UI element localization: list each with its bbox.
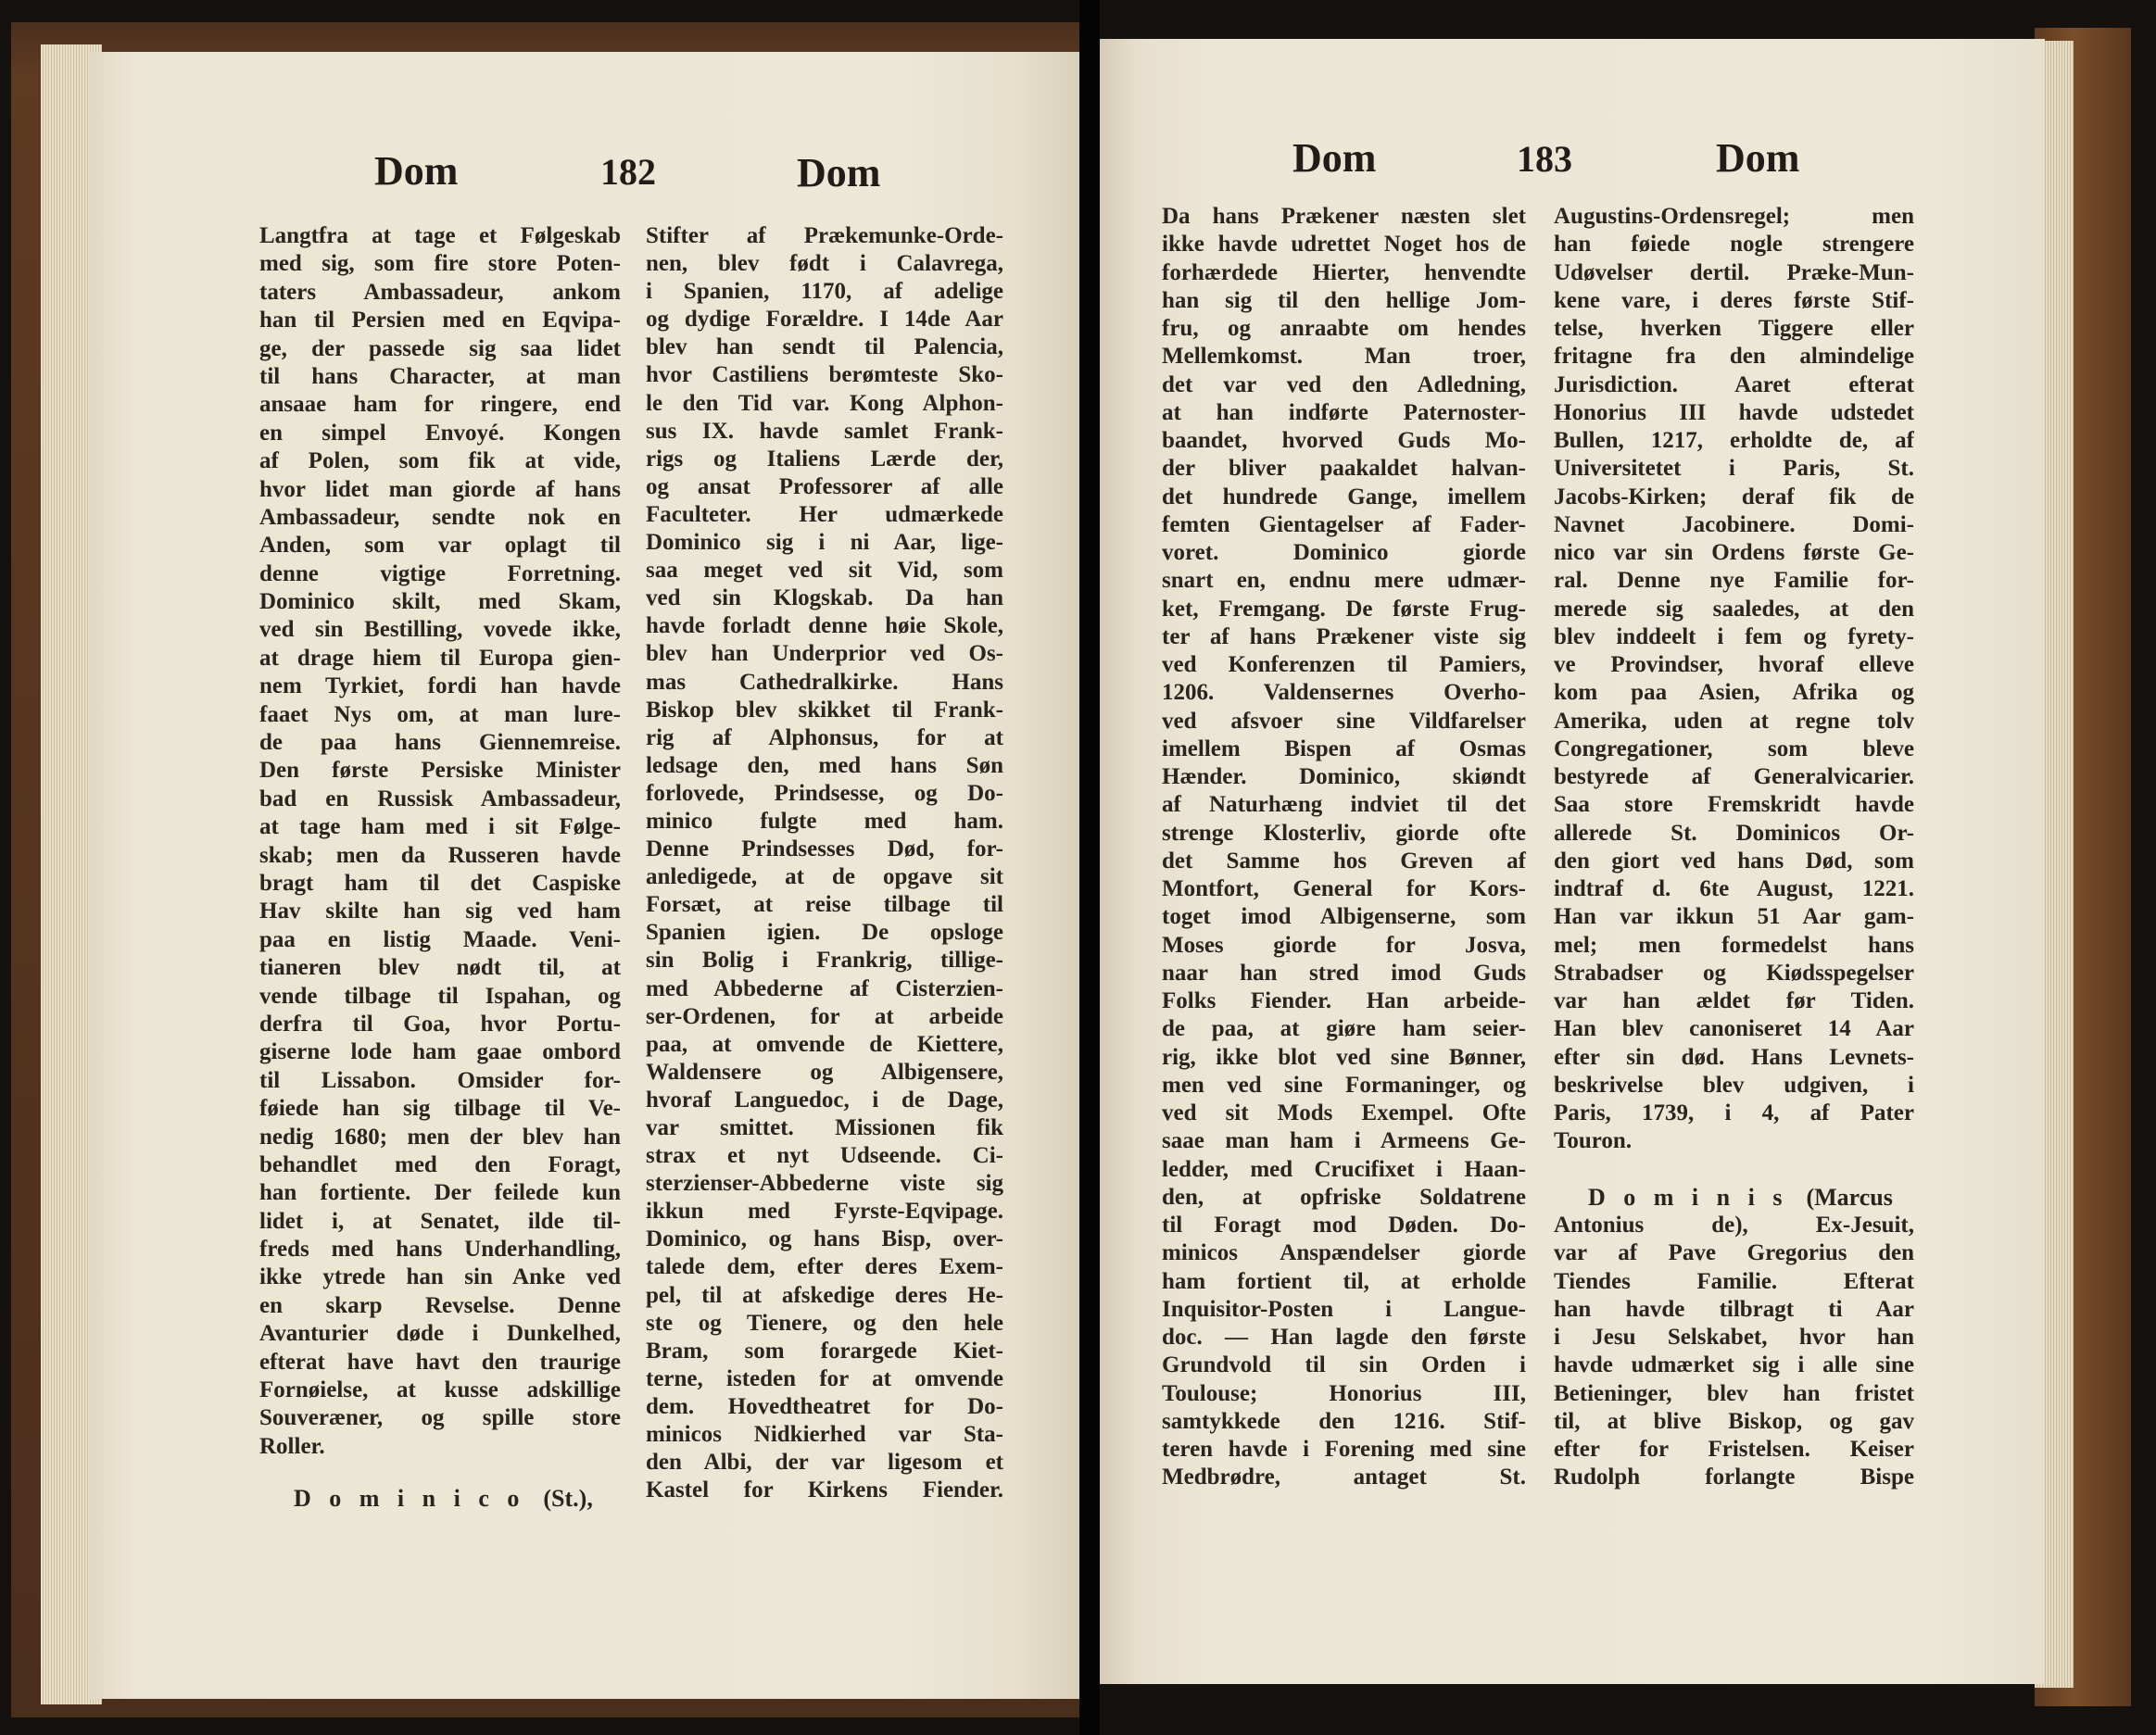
text-line: til, at blive Biskop, og gav [1554,1408,1914,1434]
text-line: fritagne fra den almindelige [1554,344,1914,370]
text-line: allerede St. Dominicos Or- [1554,820,1914,846]
text-line: minico fulgte med ham. [646,808,1003,834]
text-line: den, at opfriske Soldatrene [1162,1184,1526,1210]
text-line: ledder, med Crucifixet i Haan- [1162,1156,1526,1182]
text-line: efter for Fristelsen. Keiser [1554,1437,1914,1462]
text-line: Biskop blev skikket til Frank- [646,697,1003,723]
text-line: Udøvelser dertil. Præke-Mun- [1554,259,1914,285]
text-line: naar han stred imod Guds [1162,960,1526,986]
text-line: den giort ved hans Død, som [1554,848,1914,874]
text-line: Saa store Fremskridt havde [1554,792,1914,818]
running-head-left-word: Dom [1292,135,1377,181]
text-line: Montfort, General for Kors- [1162,876,1526,901]
text-line: Folks Fiender. Han arbeide- [1162,988,1526,1013]
text-line: rigs og Italiens Lærde der, [646,446,1003,471]
running-head-right-word: Dom [1716,135,1800,181]
text-line: ikke havde udrettet Noget hos de [1162,232,1526,258]
text-column-right-page-1 [1162,203,1526,1492]
text-line: blev inddeelt i fem og fyrety- [1554,623,1914,649]
text-line: ral. Denne nye Familie for- [1554,568,1914,594]
text-column-left-page-1 [259,222,621,1514]
headword-rest: (Marcus [1806,1183,1893,1211]
text-line: at tage ham med i sit Følge- [259,814,621,840]
text-line: forlovede, Prindsesse, og Do- [646,780,1003,806]
text-line: rig af Alphonsus, for at [646,724,1003,750]
text-line: Langtfra at tage et Følgeskab [259,223,621,248]
text-line: men ved sine Formaninger, og [1162,1072,1526,1098]
text-line: behandlet med den Foragt, [259,1151,621,1177]
text-line: Dominico skilt, med Skam, [259,589,621,615]
headword-name: Dominico [294,1485,537,1513]
text-line: den Albi, der var ligesom et [646,1450,1003,1476]
text-line: blev han sendt til Palencia, [646,334,1003,360]
text-line: til Lissabon. Omsider for- [259,1067,621,1093]
text-line: strax et nyt Udseende. Ci- [646,1143,1003,1169]
text-line: Avanturier døde i Dunkelhed, [259,1321,621,1347]
text-line: ge, der passede sig saa lidet [259,335,621,361]
text-line: føiede han sig tilbage til Ve- [259,1096,621,1122]
text-line: de paa, at giøre ham seier- [1162,1016,1526,1042]
text-line: han havde tilbragt ti Aar [1554,1296,1914,1322]
text-line: Amerika, uden at regne tolv [1554,708,1914,734]
text-line: var smittet. Missionen fik [646,1115,1003,1140]
text-line: femten Gientagelser af Fader- [1162,511,1526,537]
text-column-left-page-2 [646,222,1003,1504]
text-line: sus IX. havde samlet Frank- [646,418,1003,444]
text-line: freds med hans Underhandling, [259,1237,621,1263]
text-line: ket, Fremgang. De første Frug- [1162,596,1526,622]
text-line: ledsage den, med hans Søn [646,752,1003,778]
text-line: minicos Anspændelser giorde [1162,1240,1526,1266]
text-line: Paris, 1739, i 4, af Pater [1554,1100,1914,1125]
text-line: Waldensere og Albigensere, [646,1059,1003,1085]
text-line: doc. — Han lagde den første [1162,1325,1526,1350]
text-line: ve Provindser, hvoraf elleve [1554,652,1914,677]
text-line: var af Pave Gregorius den [1554,1240,1914,1266]
text-line: det Samme hos Greven af [1162,848,1526,874]
column-lines [1162,203,1526,1492]
text-line: Grundvold til sin Orden i [1162,1352,1526,1378]
text-line: saa meget ved sit Vid, som [646,558,1003,584]
text-line: derfra til Goa, hvor Portu- [259,1011,621,1037]
text-line: bad en Russisk Ambassadeur, [259,786,621,811]
text-column-right-page-2 [1554,203,1914,1492]
text-line: ser-Ordenen, for at arbeide [646,1003,1003,1029]
text-line: efterat have havt den traurige [259,1349,621,1375]
text-line: bragt ham til det Caspiske [259,870,621,896]
text-line: ikke ytrede han sin Anke ved [259,1264,621,1290]
text-line: teren havde i Forening med sine [1162,1437,1526,1462]
text-line: en skarp Revselse. Denne [259,1292,621,1318]
text-line: de paa hans Giennemreise. [259,730,621,756]
text-line: Da hans Prækener næsten slet [1162,204,1526,229]
text-line: Stifter af Prækemunke-Orde- [646,223,1003,248]
text-line: Anden, som var oplagt til [259,533,621,559]
text-line: terne, isteden for at omvende [646,1365,1003,1391]
text-line: Rudolph forlangte Bispe [1554,1465,1914,1490]
text-line: minicos Nidkierhed var Sta- [646,1422,1003,1448]
text-line: ved afsvoer sine Vildfarelser [1162,708,1526,734]
text-line: der bliver paakaldet halvan- [1162,456,1526,482]
text-line: Roller. [259,1433,325,1459]
column-lines [1554,203,1914,1156]
text-line: i Jesu Selskabet, hvor han [1554,1325,1914,1350]
text-line: Touron. [1554,1128,1633,1154]
text-line: at han indførte Paternoster- [1162,399,1526,425]
text-line: Souveræner, og spille store [259,1405,621,1431]
text-line: Medbrødre, antaget St. [1162,1465,1526,1490]
text-line: dem. Hovedtheatret for Do- [646,1393,1003,1419]
text-line: paa en listig Maade. Veni- [259,926,621,952]
text-line: anledigede, at de opgave sit [646,864,1003,890]
text-line: talede dem, efter deres Exem- [646,1254,1003,1280]
text-line: nen, blev født i Calavrega, [646,251,1003,277]
text-line: var han ældet før Tiden. [1554,988,1914,1013]
text-line: Strabadser og Kiødsspegelser [1554,960,1914,986]
text-line: til hans Character, at man [259,363,621,389]
text-line: mel; men formedelst hans [1554,932,1914,958]
text-line: Bram, som forargede Kiet- [646,1338,1003,1364]
running-head-left-word: Dom [374,148,459,194]
text-line: denne vigtige Forretning. [259,560,621,586]
text-line: 1206. Valdensernes Overho- [1162,680,1526,706]
gutter-divider [1079,0,1100,1735]
text-line: ikkun med Fyrste-Eqvipage. [646,1199,1003,1225]
text-line: indtraf d. 6te August, 1221. [1554,876,1914,901]
text-line: Dominico, og hans Bisp, over- [646,1226,1003,1252]
text-line: le den Tid var. Kong Alphon- [646,390,1003,416]
page-number: 182 [600,151,656,193]
column-lines [646,222,1003,1504]
text-line: Ambassadeur, sendte nok en [259,504,621,530]
text-line: Congregationer, som bleve [1554,735,1914,761]
text-line: hvor Castiliens berømteste Sko- [646,362,1003,388]
text-line: Den første Persiske Minister [259,758,621,784]
running-head-right-word: Dom [797,150,881,195]
text-line: giserne lode ham gaae ombord [259,1039,621,1065]
text-line: havde udmærket sig i alle sine [1554,1352,1914,1378]
text-line: ham fortient til, at erholde [1162,1268,1526,1294]
text-line: blev han Underprior ved Os- [646,641,1003,667]
text-line: strenge Klosterliv, giorde ofte [1162,820,1526,846]
text-line: tianeren blev nødt til, at [259,955,621,981]
text-line: rig, ikke blot ved sine Bønner, [1162,1044,1526,1070]
text-line: beskrivelse blev udgiven, i [1554,1072,1914,1098]
text-line: lidet i, at Senatet, ilde til- [259,1208,621,1234]
text-line: Jacobs-Kirken; deraf fik de [1554,484,1914,509]
text-line: ste og Tienere, og den hele [646,1310,1003,1336]
text-line: Denne Prindsesses Død, for- [646,836,1003,862]
text-line: af Polen, som fik at vide, [259,448,621,474]
text-line: taters Ambassadeur, ankom [259,279,621,305]
text-line: med Abbederne af Cisterzien- [646,975,1003,1001]
text-line: kom paa Asien, Afrika og [1554,680,1914,706]
text-line: i Spanien, 1170, af adelige [646,279,1003,305]
text-line: nem Tyrkiet, fordi han havde [259,673,621,699]
text-line: Augustins-Ordensregel; men [1554,204,1914,229]
text-line: havde forladt denne høie Skole, [646,613,1003,639]
text-line: sterzienser-Abbederne viste sig [646,1171,1003,1197]
text-line: det var ved den Adledning, [1162,371,1526,397]
text-line: Toulouse; Honorius III, [1162,1380,1526,1406]
text-line: og ansat Professorer af alle [646,473,1003,499]
text-line: Spanien igien. De opsloge [646,920,1003,946]
text-line: han føiede nogle strengere [1554,232,1914,258]
text-line: Betieninger, blev han fristet [1554,1380,1914,1406]
text-line: vende tilbage til Ispahan, og [259,983,621,1009]
text-line: paa, at omvende de Kiettere, [646,1031,1003,1057]
text-line: Moses giorde for Josva, [1162,932,1526,958]
text-line: Dominico sig i ni Aar, lige- [646,530,1003,556]
text-line: voret. Dominico giorde [1162,540,1526,565]
entry-headword [1554,1184,1914,1212]
headword-name: Dominis [1588,1183,1800,1211]
text-line: Forsæt, at reise tilbage til [646,892,1003,918]
text-line: mas Cathedralkirke. Hans [646,669,1003,695]
text-line: ved Konferenzen til Pamiers, [1162,652,1526,677]
column-lines [1554,1212,1914,1492]
entry-headword [259,1485,621,1513]
text-line: til Foragt mod Døden. Do- [1162,1213,1526,1238]
text-line: han sig til den hellige Jom- [1162,287,1526,313]
text-line: Fornøielse, at kusse adskillige [259,1377,621,1403]
text-line: hvor lidet man giorde af hans [259,476,621,502]
text-line: samtykkede den 1216. Stif- [1162,1408,1526,1434]
text-line: Faculteter. Her udmærkede [646,501,1003,527]
text-line: merede sig saaledes, at den [1554,596,1914,622]
text-line: fru, og anraabte om hendes [1162,316,1526,341]
text-line: Han var ikkun 51 Aar gam- [1554,904,1914,930]
text-line: imellem Bispen af Osmas [1162,735,1526,761]
text-line: nedig 1680; men der blev han [259,1124,621,1150]
text-line: Universitetet i Paris, St. [1554,456,1914,482]
text-line: Navnet Jacobinere. Domi- [1554,511,1914,537]
text-line: ved sin Klogskab. Da han [646,585,1003,611]
text-line: ter af hans Prækener viste sig [1162,623,1526,649]
text-line: pel, til at afskedige deres He- [646,1282,1003,1308]
text-line: sin Bolig i Frankrig, tillige- [646,948,1003,974]
text-line: baandet, hvorved Guds Mo- [1162,428,1526,453]
text-line: Mellemkomst. Man troer, [1162,344,1526,370]
text-line: og dydige Forældre. I 14de Aar [646,307,1003,333]
text-line: Kastel for Kirkens Fiender. [646,1477,1003,1503]
text-line: bestyrede af Generalvicarier. [1554,764,1914,789]
text-line: faaet Nys om, at man lure- [259,701,621,727]
text-line: ved sin Bestilling, vovede ikke, [259,617,621,643]
text-line: Hav skilte han sig ved ham [259,899,621,924]
text-line: Inquisitor-Posten i Langue- [1162,1296,1526,1322]
text-line: han til Persien med en Eqvipa- [259,308,621,333]
text-line: skab; men da Russeren havde [259,842,621,868]
text-line: Jurisdiction. Aaret efterat [1554,371,1914,397]
text-line: forhærdede Hierter, henvendte [1162,259,1526,285]
headword-rest: (St.), [543,1485,593,1513]
text-line: Antonius de), Ex-Jesuit, [1554,1213,1914,1238]
text-line: efter sin død. Hans Levnets- [1554,1044,1914,1070]
text-line: Honorius III havde udstedet [1554,399,1914,425]
page-number: 183 [1517,138,1572,180]
text-line: Han blev canoniseret 14 Aar [1554,1016,1914,1042]
text-line: ansaae ham for ringere, end [259,392,621,418]
text-line: med sig, som fire store Poten- [259,251,621,277]
text-line: Bullen, 1217, erholdte de, af [1554,428,1914,453]
text-line: Tiendes Familie. Efterat [1554,1268,1914,1294]
text-line: toget imod Albigenserne, som [1162,904,1526,930]
column-lines [259,222,621,1461]
text-line: nico var sin Ordens første Ge- [1554,540,1914,565]
text-line: ved sit Mods Exempel. Ofte [1162,1100,1526,1125]
text-line: telse, hverken Tiggere eller [1554,316,1914,341]
text-line: saae man ham i Armeens Ge- [1162,1128,1526,1154]
text-line: en simpel Envoyé. Kongen [259,420,621,446]
text-line: Hænder. Dominico, skiøndt [1162,764,1526,789]
text-line: hvoraf Languedoc, i de Dage, [646,1087,1003,1113]
text-line: kene vare, i deres første Stif- [1554,287,1914,313]
text-line: det hundrede Gange, imellem [1162,484,1526,509]
text-line: snart en, endnu mere udmær- [1162,568,1526,594]
text-line: han fortiente. Der feilede kun [259,1180,621,1206]
text-line: af Naturhæng indviet til det [1162,792,1526,818]
text-line: at drage hiem til Europa gien- [259,645,621,671]
